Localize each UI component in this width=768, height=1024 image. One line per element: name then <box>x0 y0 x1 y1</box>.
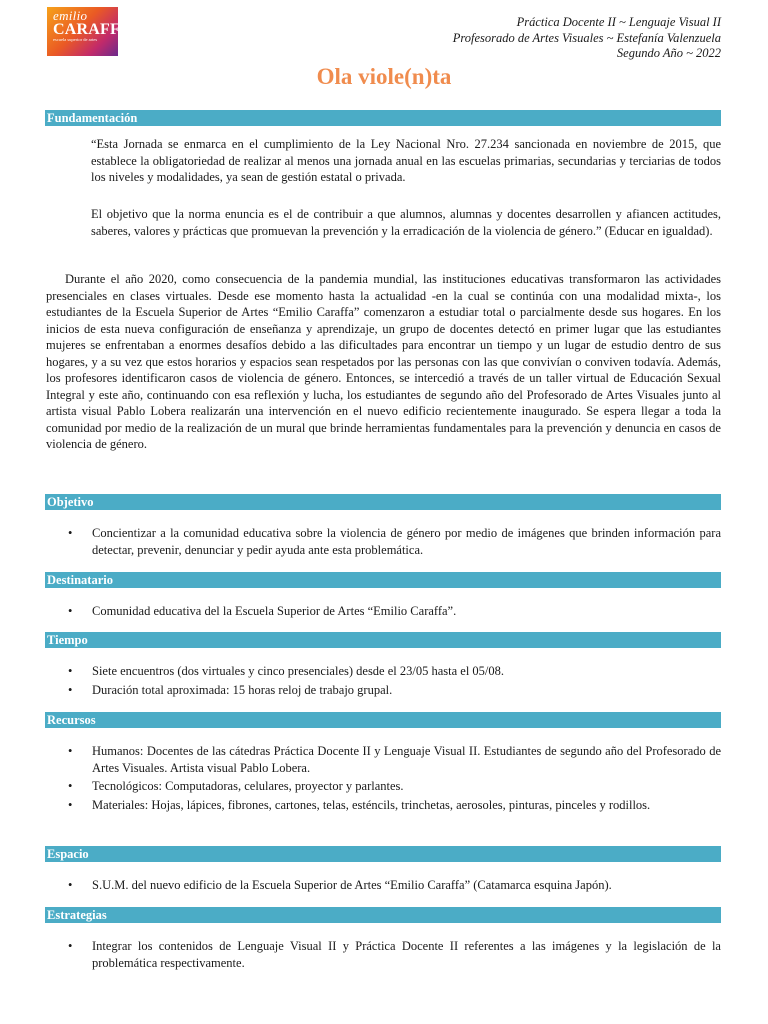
list-item: • Concientizar a la comunidad educativa sobre la violencia de género por medio de imágenes que brinden información para detectar, prevenir, denunciar y pedir ayuda ante esta problemática. <box>68 526 721 557</box>
section-heading-fundamentacion: Fundamentación <box>45 110 721 126</box>
tiempo-list <box>46 663 721 700</box>
list-item: • Duración total aproximada: 15 horas reloj de trabajo grupal. <box>68 682 393 697</box>
objetivo-list <box>46 525 721 560</box>
espacio-list <box>46 877 721 896</box>
school-logo <box>47 7 131 56</box>
list-item: • Humanos: Docentes de las cátedras Práctica Docente II y Lenguaje Visual II. Estudiantes de segundo año del Profesorado de Artes Visuales. Artista visual Pablo Lobera. <box>68 744 721 775</box>
bullet-icon: • <box>68 526 73 540</box>
body-paragraph: Durante el año 2020, como consecuencia de la pandemia mundial, las instituciones educativas transformaron las actividades presenciales en clases virtuales. Desde ese momento hasta la actualidad -en la cual se continúa con una modalidad mixta-, los estudiantes de la Escuela Superior de Artes “Emilio Caraffa” comenzaron a estudiar total o parcialmente desde sus hogares. En los inicios de esta nueva configuración de enseñanza y aprendizaje, un grupo de docentes detectó en primer lugar que las estudiantes mujeres se enfrentaban a enormes desafíos debido a las dificultades para encontrar un tiempo y un lugar de estudio dentro de sus hogares, y a su vez que estos horarios y espacios sean respetados por las personas con las que convivían o conviven todavía. Además, los profesores identificaron casos de violencia de género. Entonces, se intercedió a través de un taller virtual de Educación Sexual Integral y este año, continuando con esa reflexión y lucha, los estudiantes de segundo año del Profesorado de Artes Visuales junto al artista visual Pablo Lobera realizarán una intervención en el nuevo edificio recientemente inaugurado. Se espera llegar a toda la comunidad por medio de la realización de un mural que brinde herramientas fundamentales para la prevención y denuncia en casos de violencia de género. <box>46 272 721 451</box>
bullet-icon: • <box>68 939 73 953</box>
estrategias-list <box>46 938 721 973</box>
logo-line2: CARAFFA <box>53 21 131 38</box>
bullet-icon: • <box>68 682 73 697</box>
bullet-icon: • <box>68 878 73 892</box>
section-heading-objetivo: Objetivo <box>45 494 721 510</box>
recursos-list <box>46 743 721 815</box>
list-item: • Tecnológicos: Computadoras, celulares, proyector y parlantes. <box>68 779 404 793</box>
quote-paragraph-1: “Esta Jornada se enmarca en el cumplimiento de la Ley Nacional Nro. 27.234 sancionada en noviembre de 2015, que establece la obligatoriedad de realizar al menos una jornada anual en las escuelas primarias, secundarias y terciarias de todos los niveles y modalidades, ya sean de gestión estatal o privada. <box>91 137 721 184</box>
list-item: • Integrar los contenidos de Lenguaje Visual II y Práctica Docente II referentes a las imágenes y la legislación de la problemática respectivamente. <box>68 939 721 970</box>
list-item: • Siete encuentros (dos virtuales y cinco presenciales) desde el 23/05 hasta el 05/08. <box>68 664 505 678</box>
logo-line1: emilio <box>53 8 88 23</box>
section-heading-recursos: Recursos <box>45 712 721 728</box>
list-item: • S.U.M. del nuevo edificio de la Escuela Superior de Artes “Emilio Caraffa” (Catamarca esquina Japón). <box>68 878 612 892</box>
section-heading-estrategias: Estrategias <box>45 907 721 923</box>
header-line2: Profesorado de Artes Visuales ~ Estefanía Valenzuela <box>452 30 721 45</box>
list-item: • Comunidad educativa del la Escuela Superior de Artes “Emilio Caraffa”. <box>68 604 457 618</box>
quote-paragraph-2: El objetivo que la norma enuncia es el de contribuir a que alumnos, alumnas y docentes desarrollen y afiancen actitudes, saberes, valores y prácticas que promuevan la prevención y la erradicación de la violencia de género.” (Educar en igualdad). <box>91 207 721 238</box>
section-heading-espacio: Espacio <box>45 846 721 862</box>
bullet-icon: • <box>68 604 73 618</box>
destinatario-list <box>46 603 721 622</box>
header-line3: Segundo Año ~ 2022 <box>616 46 721 60</box>
bullet-icon: • <box>68 744 73 758</box>
section-heading-destinatario: Destinatario <box>45 572 721 588</box>
bullet-icon: • <box>68 779 73 793</box>
bullet-icon: • <box>68 664 73 678</box>
list-item: • Materiales: Hojas, lápices, fibrones, cartones, telas, esténcils, trinchetas, aerosoles, pinturas, pinceles y rodillos. <box>68 797 651 812</box>
document-title: Ola viole(n)ta <box>316 64 452 89</box>
header-line1: Práctica Docente II ~ Lenguaje Visual II <box>516 15 721 29</box>
bullet-icon: • <box>68 797 73 812</box>
logo-line3: escuela superior de artes <box>53 37 98 42</box>
section-heading-tiempo: Tiempo <box>45 632 721 648</box>
document-header <box>453 15 721 62</box>
